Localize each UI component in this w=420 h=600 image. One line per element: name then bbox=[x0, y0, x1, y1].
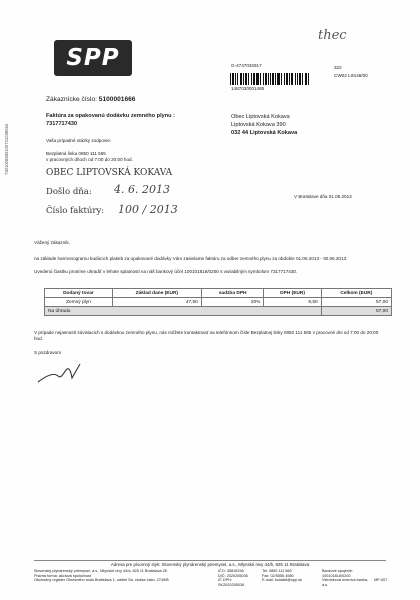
footer-company-line: Právna forma: akciová spoločnosť bbox=[34, 573, 92, 578]
contact-heading: Vaša prípadné otázky zodpovie: bbox=[46, 138, 112, 143]
greeting: Vážený zákazník, bbox=[34, 240, 71, 245]
barcode-bar bbox=[275, 73, 276, 85]
footer-rule bbox=[34, 560, 386, 561]
footer-company bbox=[34, 569, 214, 583]
barcode-bar bbox=[295, 73, 296, 85]
barcode-bar bbox=[243, 73, 244, 85]
footer-page-code: MP-007 bbox=[374, 578, 388, 582]
barcode-bar bbox=[232, 73, 234, 85]
stamp-received-label: Došlo dňa: bbox=[46, 187, 92, 197]
footer-tax-line: IČ DPH: SK2020255036 bbox=[218, 578, 245, 587]
table-header-cell: Celkom (EUR) bbox=[321, 289, 391, 298]
barcode-bar bbox=[245, 73, 247, 85]
table-header-cell: Dodaný tovar bbox=[45, 289, 113, 298]
spp-logo: SPP bbox=[54, 40, 132, 76]
barcode-bar bbox=[248, 73, 249, 85]
paragraph-1: na základe harmonogramu budúcich platieb za opakované dodávky Vám zasielame faktúru za odber zemného plynu za obdobie 01.06.2013 - 30.06.2013. bbox=[34, 256, 348, 261]
footer-company-line: Slovenský plynárenský priemysel, a.s., Mlynské nivy 44/a, 825 11 Bratislava 26 bbox=[34, 569, 167, 573]
barcode-bar bbox=[277, 73, 280, 85]
stamp-invoice-value: 100 / 2013 bbox=[118, 203, 178, 216]
stamp-name: OBEC LIPTOVSKÁ KOKAVA bbox=[46, 168, 173, 178]
invoice-items-table bbox=[44, 288, 392, 316]
barcode-bar bbox=[237, 73, 238, 85]
footer-bank-line: Bankové spojenie: bbox=[322, 569, 354, 573]
hotline: Bezplatná linka 0850 111 565 bbox=[46, 151, 106, 156]
customer-number-line bbox=[46, 96, 135, 104]
customer-number-label: Zákaznícke číslo: bbox=[46, 96, 97, 103]
barcode-bar bbox=[265, 73, 267, 85]
footer-tax bbox=[218, 569, 258, 587]
barcode-bar bbox=[281, 73, 282, 85]
barcode-bar bbox=[305, 73, 307, 85]
footer-contact-line: Tel: 0850 111 565 bbox=[262, 569, 292, 573]
recipient-line-1: Obec Liptovská Kokava bbox=[231, 114, 290, 120]
table-total-row bbox=[45, 307, 392, 316]
footer-bank bbox=[322, 569, 372, 587]
table-cell: 57,00 bbox=[321, 298, 391, 307]
barcode-bar bbox=[297, 73, 298, 85]
barcode-bar bbox=[299, 73, 302, 85]
footer-tax-line: DIČ: 2020255036 bbox=[218, 573, 248, 578]
table-header-row bbox=[45, 289, 392, 298]
table-cell: 47,50 bbox=[112, 298, 201, 307]
barcode-bar bbox=[308, 73, 309, 85]
hotline-hours: v pracovných dňoch od 7:00 do 20:00 hod. bbox=[46, 157, 133, 162]
doc-code: G-4747032917 bbox=[231, 63, 262, 68]
table-cell: 20% bbox=[201, 298, 264, 307]
signature bbox=[36, 362, 82, 386]
footer-address: Adresa pre písomný styk: Slovenský plynárenský priemysel, a.s., Mlynské nivy 44/b, 825 11 Bratislava bbox=[110, 562, 310, 567]
barcode-number: 1487030001485 bbox=[231, 86, 265, 91]
barcode-bar bbox=[270, 73, 271, 85]
barcode-bar bbox=[260, 73, 261, 85]
side-vertical-text: 7301008380100721038564 bbox=[4, 123, 9, 175]
place-date: V Bratislave dňa 01.06.2013 bbox=[294, 194, 352, 199]
closing: S pozdravom bbox=[34, 350, 62, 355]
doc-code-2: 322 bbox=[334, 65, 342, 70]
handwritten-note: thec bbox=[318, 28, 347, 43]
footer-contact bbox=[262, 569, 316, 583]
barcode-bar bbox=[251, 73, 252, 85]
barcode-bar bbox=[235, 73, 236, 85]
footer-bank-line: 100101818/0200 bbox=[322, 573, 351, 578]
barcode-bar bbox=[230, 73, 231, 85]
barcode bbox=[230, 73, 310, 85]
barcode-bar bbox=[302, 73, 303, 85]
recipient-line-2: Liptovská Kokava 390 bbox=[231, 122, 286, 128]
table-cell: Zemný plyn bbox=[45, 298, 113, 307]
total-value: 57,00 bbox=[321, 307, 391, 316]
barcode-bar bbox=[286, 73, 288, 85]
paragraph-2: Uvedenú čiastku prosíme uhradiť v lehote splatnosti na náš bankový účet 100101818/0200 s variabilným symbolom 7317717430. bbox=[34, 269, 298, 274]
stamp-received-value: 4. 6. 2013 bbox=[114, 183, 170, 196]
invoice-number: 7317717430 bbox=[46, 121, 78, 127]
barcode-bar bbox=[272, 73, 274, 85]
table-cell: 9,50 bbox=[264, 298, 321, 307]
table-row bbox=[45, 298, 392, 307]
footer-contact-line: Fax: 02/5556 4580 bbox=[262, 573, 294, 578]
footer-bank-line: Všeobecná úverová banka, a.s. bbox=[322, 578, 369, 587]
barcode-bar bbox=[263, 73, 264, 85]
doc-code-3: CW02 L0S48/00 bbox=[334, 73, 368, 78]
customer-number: 5100001666 bbox=[98, 96, 136, 103]
footer-contact-line: E-mail: kontakt@spp.sk bbox=[262, 578, 302, 583]
barcode-bar bbox=[291, 73, 293, 85]
barcode-bar bbox=[240, 73, 243, 85]
barcode-bar bbox=[253, 73, 255, 85]
barcode-bar bbox=[289, 73, 290, 85]
invoice-title: Faktúra za opakovanú dodávku zemného plynu : bbox=[46, 113, 175, 119]
barcode-bar bbox=[284, 73, 285, 85]
footer-company-line: Obchodný register Okresného súdu Bratislava 1, oddiel Sa, vložka číslo: 2749/B bbox=[34, 578, 169, 583]
barcode-bar bbox=[256, 73, 259, 85]
recipient-line-3: 032 44 Liptovská Kokava bbox=[231, 130, 298, 136]
paragraph-3: V prípade nejasností súvisiacich s dodávkou zemného plynu, nás môžete kontaktovať na telefónnom čísle Bezplatnej linky 0850 111 565 v pracovné dni od 7:00 do 20:00 hod. bbox=[34, 330, 379, 341]
barcode-bar bbox=[268, 73, 269, 85]
table-header-cell: DPH (EUR) bbox=[264, 289, 321, 298]
table-header-cell: Základ dane (EUR) bbox=[112, 289, 201, 298]
stamp-invoice-label: Číslo faktúry: bbox=[46, 206, 105, 216]
footer-tax-line: IČO: 35815256 bbox=[218, 569, 244, 573]
table-header-cell: sadzba DPH bbox=[201, 289, 264, 298]
total-label: Na úhradu bbox=[45, 307, 322, 316]
